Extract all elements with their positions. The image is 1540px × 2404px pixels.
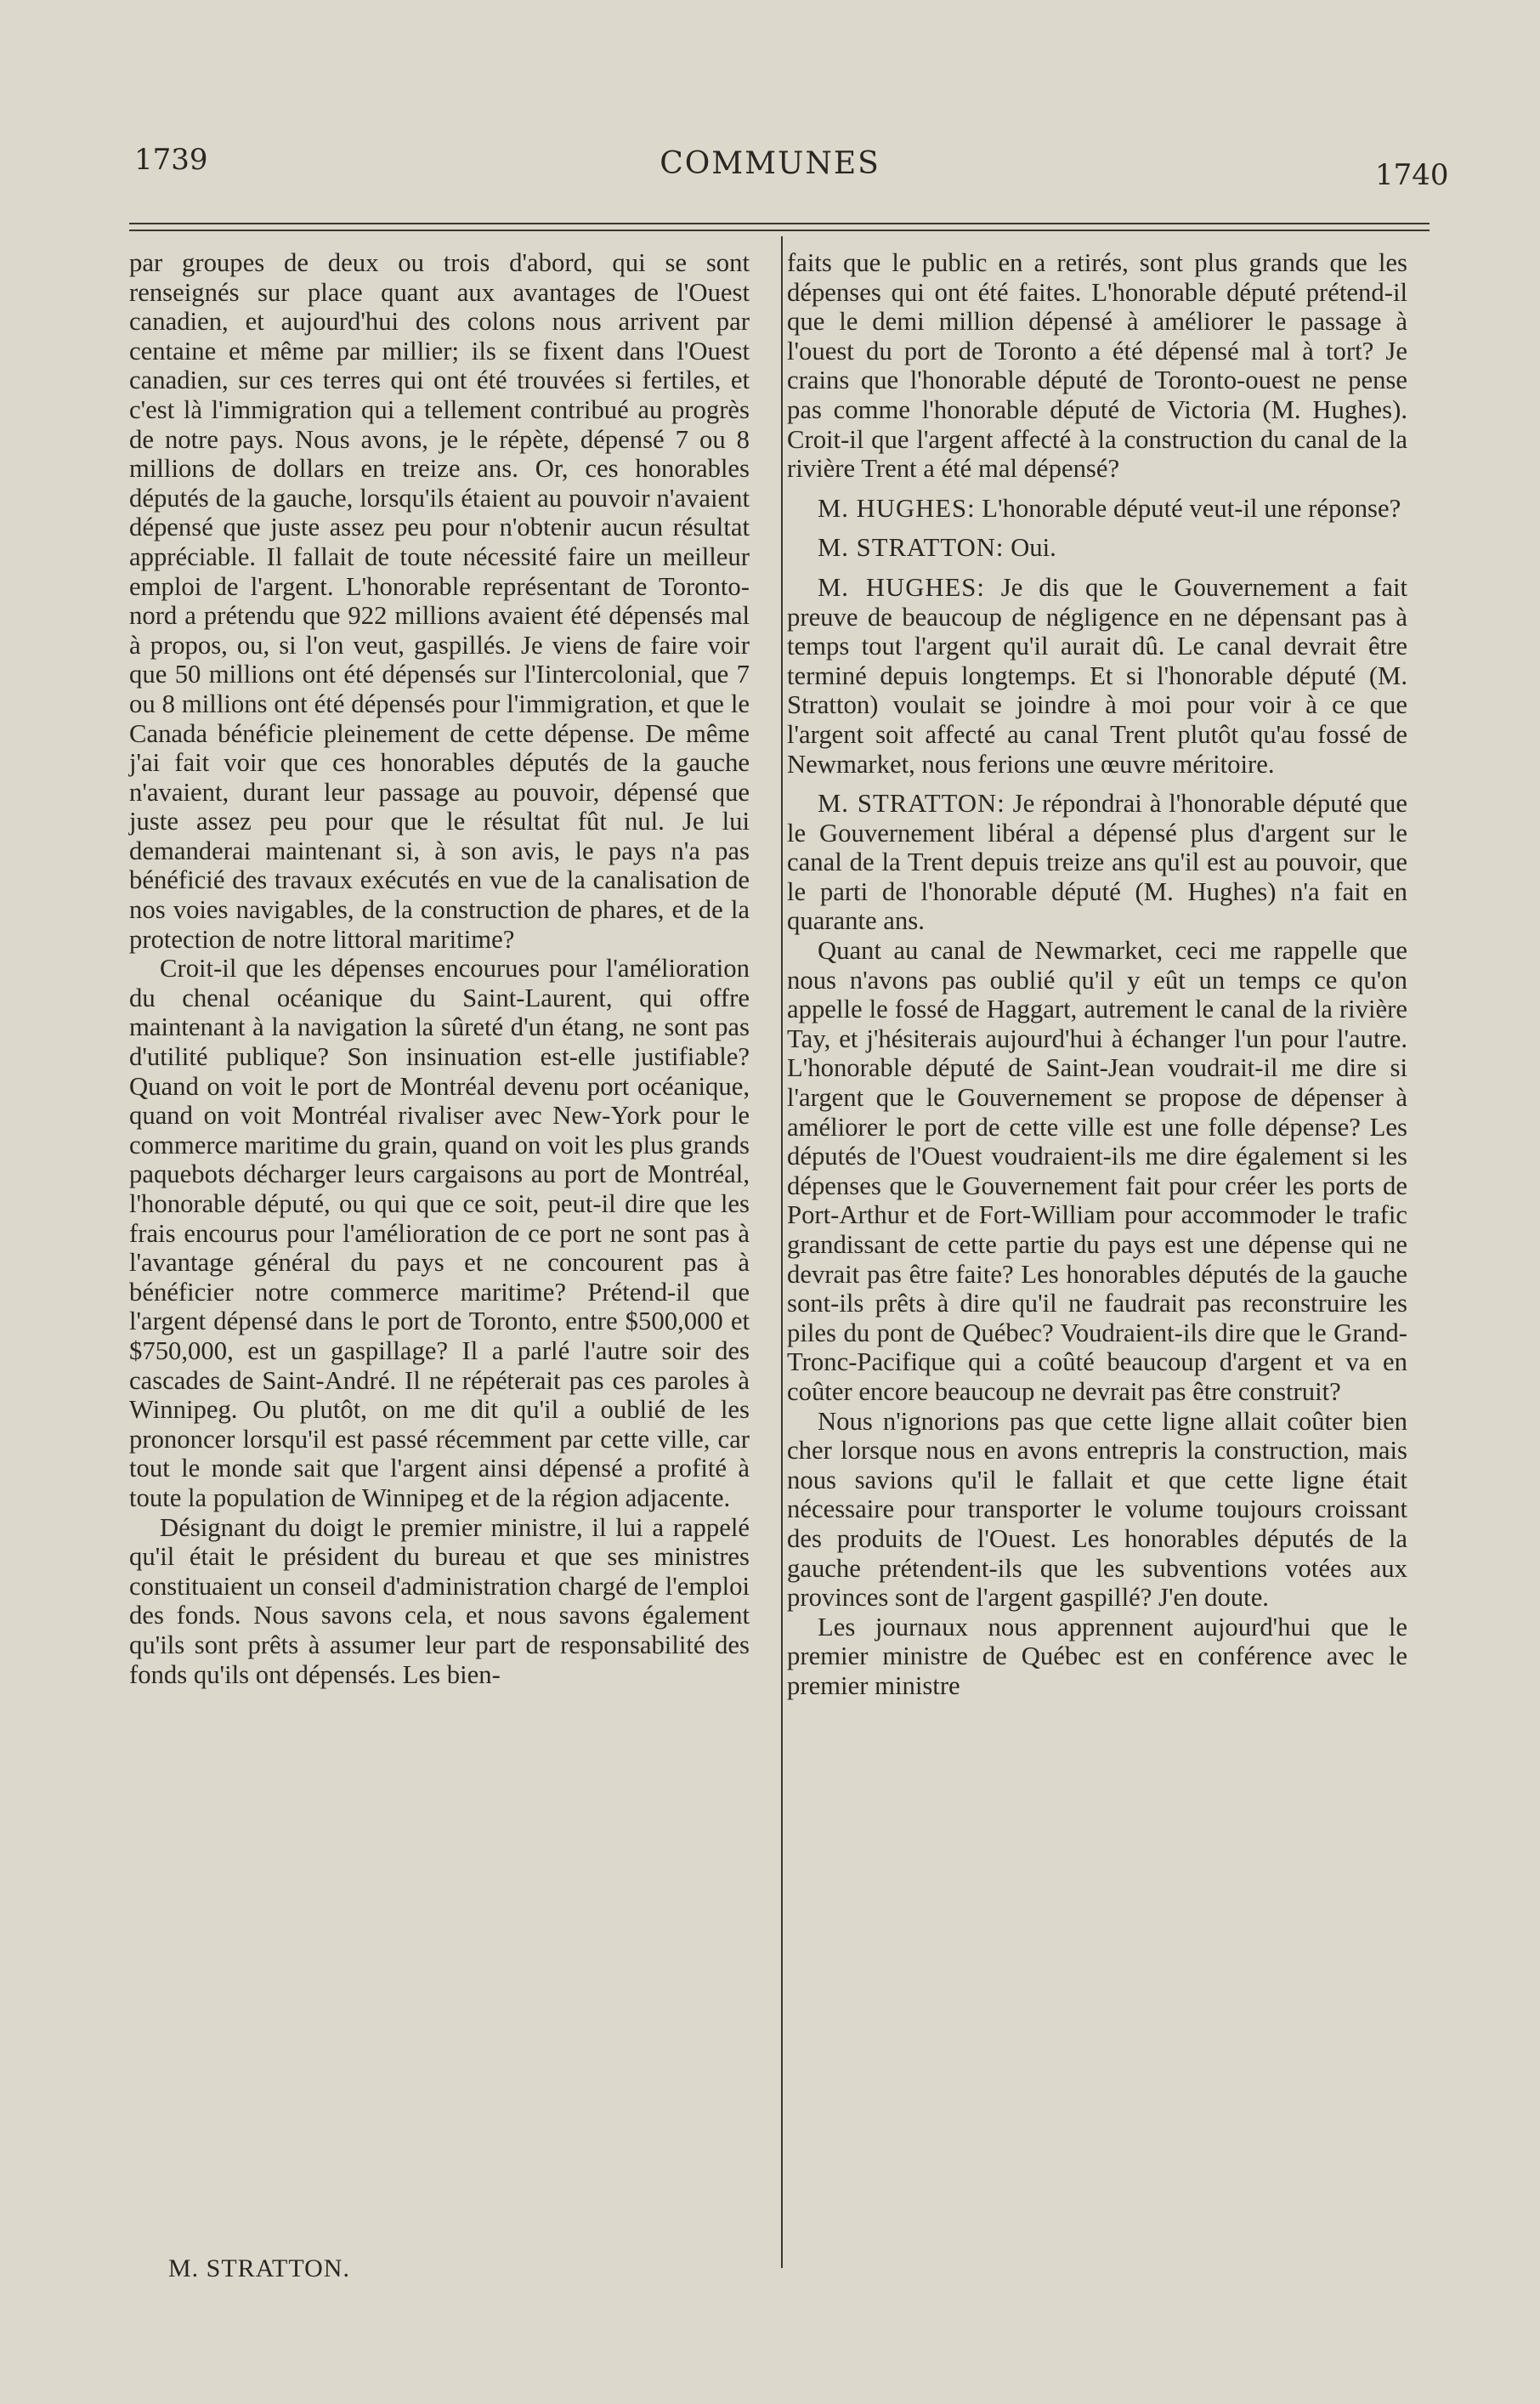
paragraph-text: Quant au canal de Newmarket, ceci me rappelle que nous n'avons pas oublié qu'il y eût un temps ce qu'on appelle le fossé de Haggart, autrement le canal de la rivière Tay, et j'hésiterais aujourd'hui à échanger l'un pour l'autre. L'honorable député de Saint-Jean voudrait-il me dire si l'argent que le Gouvernement se propose de dépenser à améliorer le port de cette ville est une folle dépense? Les députés de l'Ouest voudraient-ils me dire également si les dépenses que le Gouvernement fait pour créer les ports de Port-Arthur et de Fort-William pour accommoder le trafic grandissant de cette partie du pays est une dépense qui ne devrait pas être faite? Les honorables députés de la gauche sont-ils prêts à dire qu'il ne faudrait pas reconstruire les piles du pont de Québec? Voudraient-ils dire que le Grand-Tronc-Pacifique qui a coûté beaucoup d'argent et va en coûter encore beaucoup ne devrait pas être construit? <box>787 936 1407 1406</box>
paragraph-text: faits que le public en a retirés, sont plus grands que les dépenses qui ont été faites. L'honorable député prétend-il que le demi million dépensé à améliorer le passage à l'ouest du port de Toronto a été dépensé mal à tort? Je crains que l'honorable député de Toronto-ouest ne pense pas comme l'honorable député de Victoria (M. Hughes). Croit-il que l'argent affecté à la construction du canal de la rivière Trent a été mal dépensé? <box>787 248 1407 484</box>
paragraph <box>787 1613 1407 1701</box>
column-divider <box>781 236 783 2268</box>
paragraph <box>787 936 1407 1407</box>
speaker-name: M. STRATTON: <box>818 789 1005 819</box>
left-page-number: 1739 <box>134 143 208 177</box>
running-footer: M. STRATTON. <box>168 2254 350 2282</box>
paragraph-text: Les journaux nous apprennent aujourd'hui que le premier ministre de Québec est en conférence avec le premier ministre <box>787 1612 1407 1700</box>
header-rule <box>129 223 1430 224</box>
paragraph-text: L'honorable député veut-il une réponse? <box>982 493 1401 523</box>
paragraph <box>787 789 1407 936</box>
left-column <box>129 248 750 1689</box>
paragraph-text: Je dis que le Gouvernement a fait preuve de beaucoup de négligence en ne dépensant pas à temps tout l'argent qu'il aurait dû. Le canal devrait être terminé depuis longtemps. Et si l'honorable député (M. Stratton) voulait se joindre à moi pour voir à ce que l'argent soit affecté au canal Trent plutôt qu'au fossé de Newmarket, nous ferions une œuvre méritoire. <box>787 572 1408 779</box>
paragraph: Désignant du doigt le premier ministre, il lui a rappelé qu'il était le président du bureau et que ses ministres constituaient un conseil d'administration chargé de l'emploi des fonds. Nous savons cela, et nous savons également qu'ils sont prêts à assumer leur part de responsabilité des fonds qu'ils ont dépensés. Les bien- <box>129 1512 750 1689</box>
paragraph <box>787 248 1407 484</box>
paragraph-text: Je répondrai à l'honorable député que le Gouvernement libéral a dépensé plus d'argent sur le canal de la Trent depuis treize ans qu'il est au pouvoir, que le parti de l'honorable député (M. Hughes) n'a fait en quarante ans. <box>787 789 1407 936</box>
header-rule-lower <box>129 230 1430 231</box>
speaker-name: M. HUGHES: <box>818 572 985 602</box>
right-page-number: 1740 <box>1375 158 1449 192</box>
right-column <box>787 248 1407 1701</box>
paragraph <box>787 533 1407 563</box>
paragraph-text: Oui. <box>1011 533 1056 563</box>
page-title: COMMUNES <box>660 146 880 181</box>
paragraph-text: Nous n'ignorions pas que cette ligne allait coûter bien cher lorsque nous en avons entrepris la construction, mais nous savions qu'il le fallait et que cette ligne était nécessaire pour transporter le volume toujours croissant des produits de l'Ouest. Les honorables députés de la gauche prétendent-ils que les subventions votées aux provinces sont de l'argent gaspillé? J'en doute. <box>787 1406 1407 1613</box>
paragraph <box>787 494 1407 524</box>
paragraph <box>787 1407 1407 1613</box>
speaker-name: M. STRATTON: <box>818 533 1005 563</box>
speaker-name: M. HUGHES: <box>818 493 976 523</box>
paragraph: par groupes de deux ou trois d'abord, qui se sont renseignés sur place quant aux avantages de l'Ouest canadien, et aujourd'hui des colons nous arrivent par centaine et même par millier; ils se fixent dans l'Ouest canadien, sur ces terres qui ont été trouvées si fertiles, et c'est là l'immigration qui a tellement contribué au progrès de notre pays. Nous avons, je le répète, dépensé 7 ou 8 millions de dollars en treize ans. Or, ces honorables députés de la gauche, lorsqu'ils étaient au pouvoir n'avaient dépensé que juste assez peu pour n'obtenir aucun résultat appréciable. Il fallait de toute nécessité faire un meilleur emploi de l'argent. L'honorable représentant de Toronto-nord a prétendu que 922 millions avaient été dépensés mal à propos, ou, si l'on veut, gaspillés. Je viens de faire voir que 50 millions ont été dépensés sur l'Iintercolonial, que 7 ou 8 millions ont été dépensés pour l'immigration, et que le Canada bénéficie pleinement de cette dépense. De même j'ai fait voir que ces honorables députés de la gauche n'avaient, durant leur passage au pouvoir, dépensé que juste assez peu pour que le résultat fût nul. Je lui demanderai maintenant si, à son avis, le pays n'a pas bénéficié des travaux exécutés en vue de la canalisation de nos voies navigables, de la construction de phares, et de la protection de notre littoral maritime? <box>129 248 750 954</box>
paragraph: Croit-il que les dépenses encourues pour l'amélioration du chenal océanique du Saint-Laurent, qui offre maintenant à la navigation la sûreté d'un étang, ne sont pas d'utilité publique? Son insinuation est-elle justifiable? Quand on voit le port de Montréal devenu port océanique, quand on voit Montréal rivaliser avec New-York pour le commerce maritime du grain, quand on voit les plus grands paquebots décharger leurs cargaisons au port de Montréal, l'honorable député, ou qui que ce soit, peut-il dire que les frais encourus pour l'amélioration de ce port ne sont pas à l'avantage général du pays et ne concourent pas à bénéficier notre commerce maritime? Prétend-il que l'argent dépensé dans le port de Toronto, entre $500,000 et $750,000, est un gaspillage? Il a parlé l'autre soir des cascades de Saint-André. Il ne répéterait pas ces paroles à Winnipeg. Ou plutôt, on me dit qu'il a oublié de les prononcer lorsqu'il est passé récemment par cette ville, car tout le monde sait que l'argent ainsi dépensé a profité à toute la population de Winnipeg et de la région adjacente. <box>129 954 750 1512</box>
paragraph <box>787 573 1407 779</box>
